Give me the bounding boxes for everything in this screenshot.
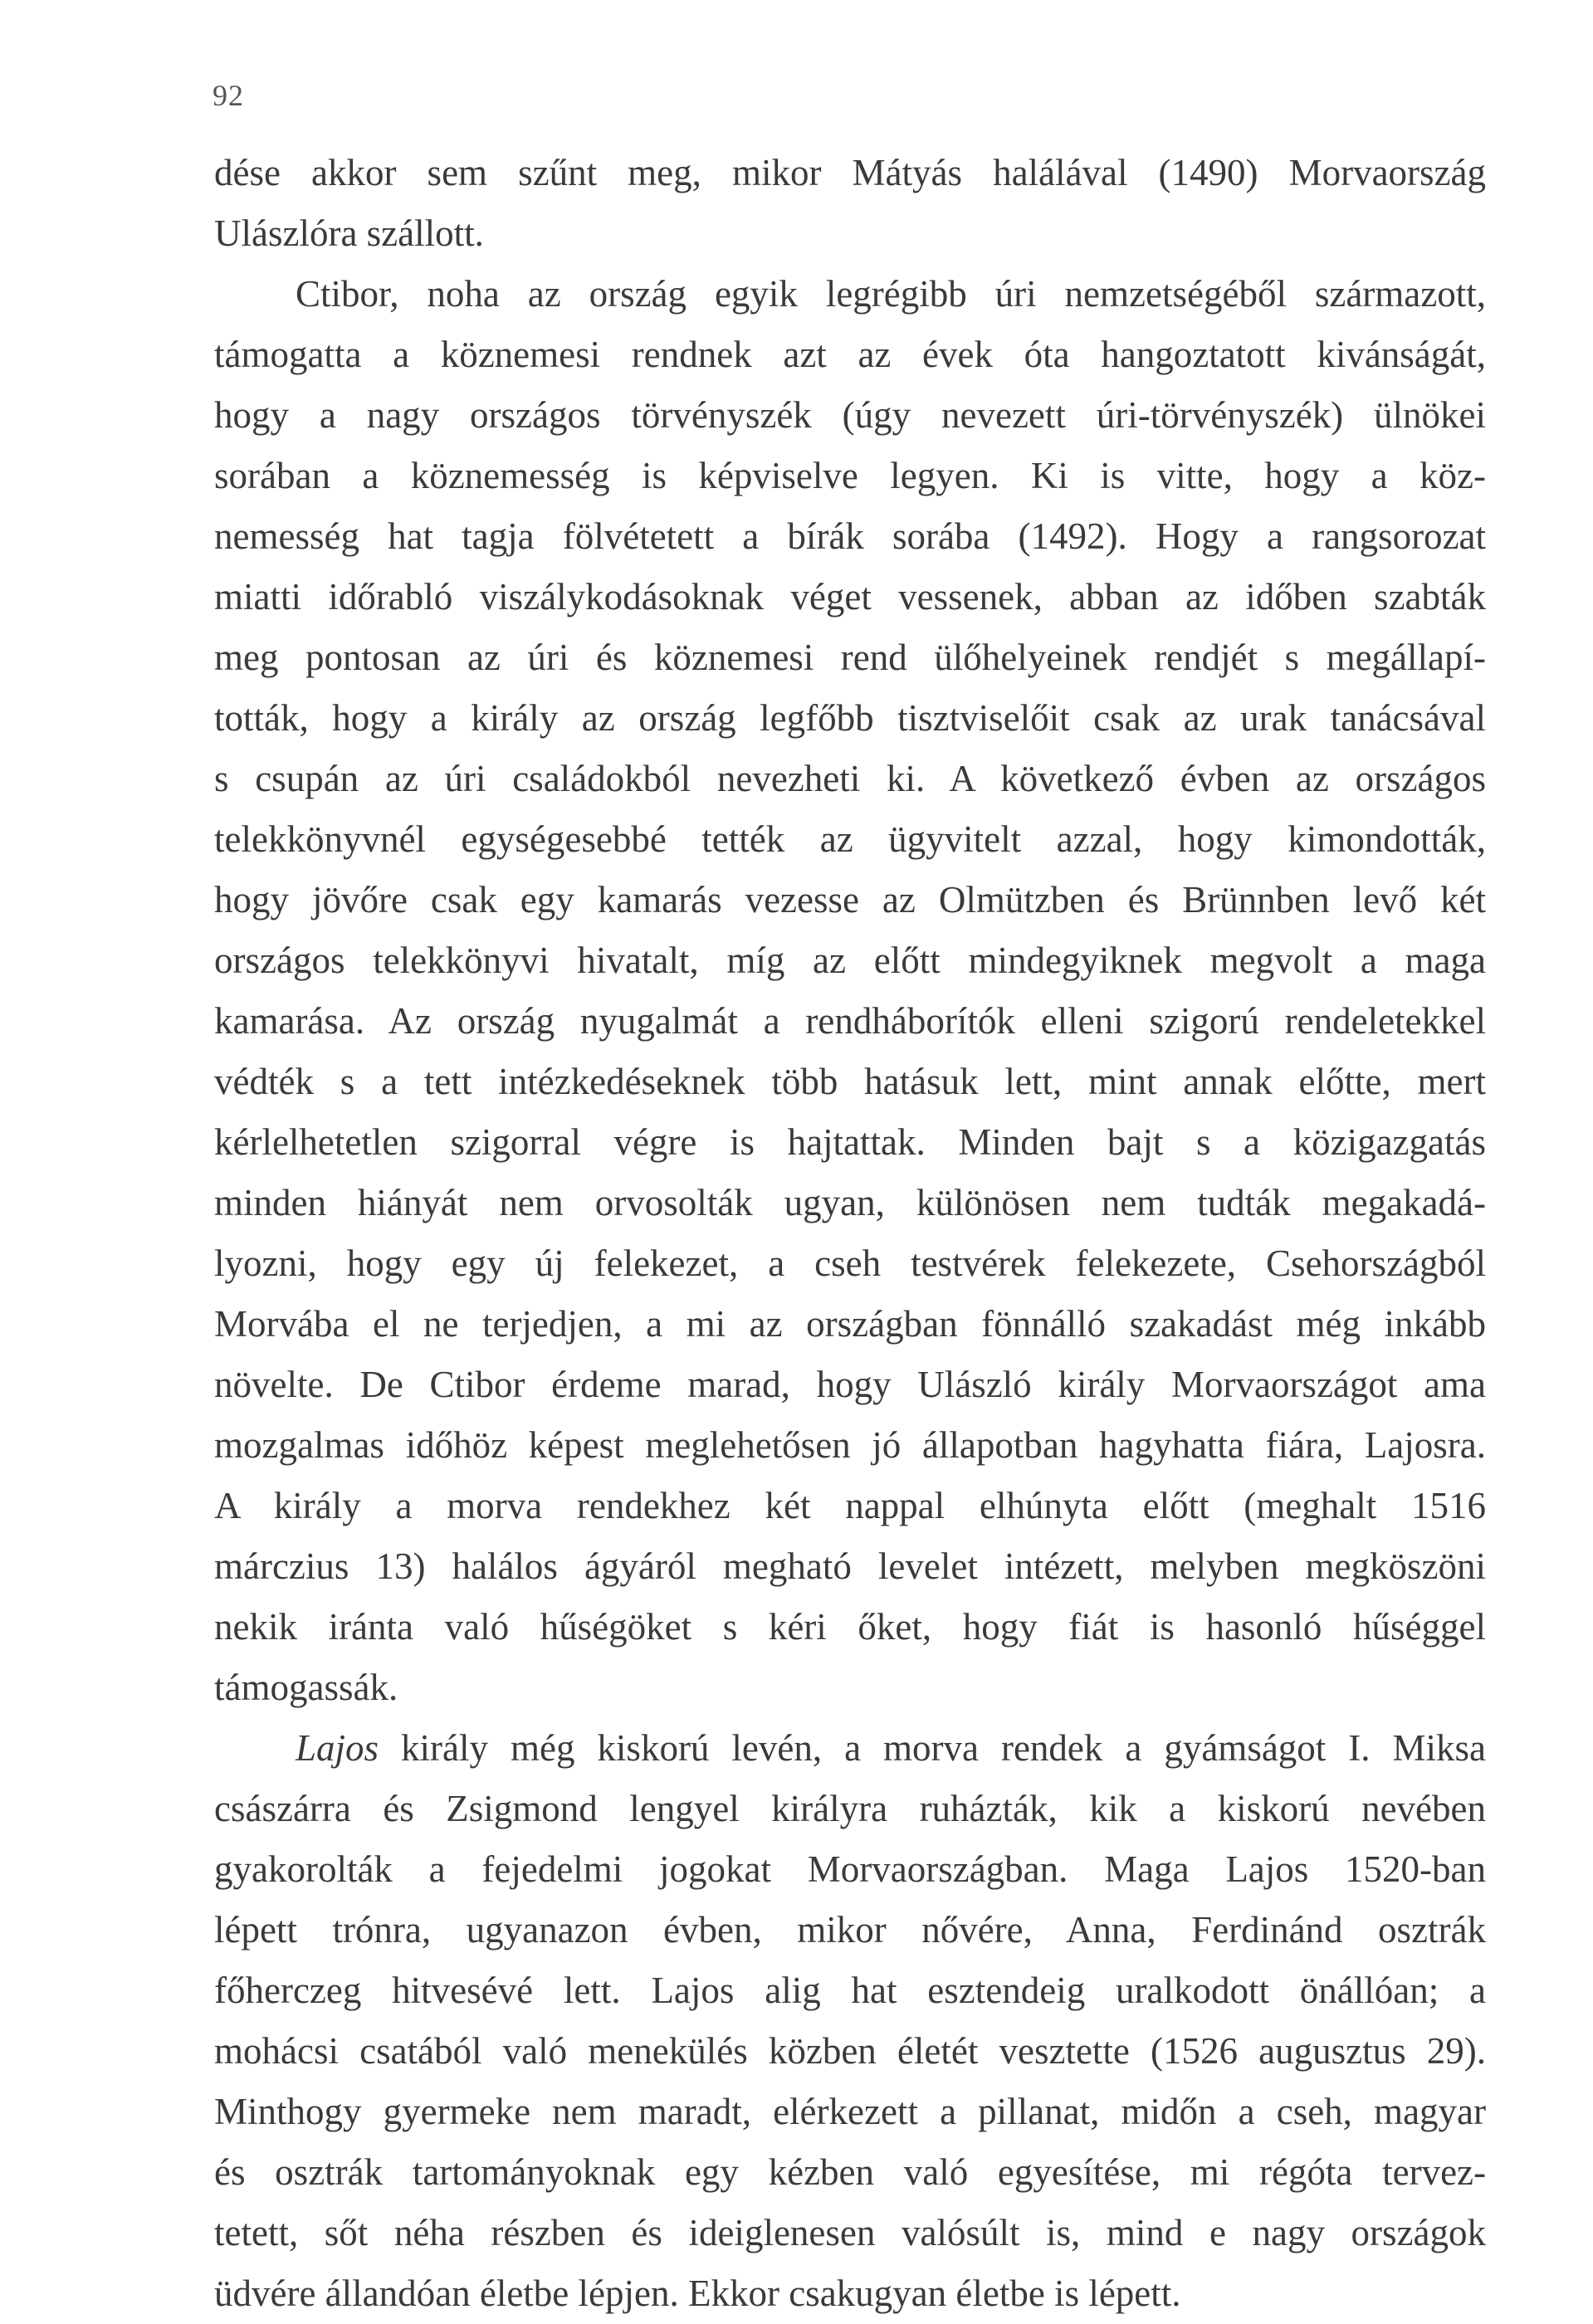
text-line: mozgalmas időhöz képest meglehetősen jó állapotban hagyhatta fiára, Lajosra.	[214, 1424, 1486, 1466]
text-line-with-italic	[214, 1718, 1486, 1779]
text-line: nemesség hat tagja fölvétetett a bírák sorába (1492). Hogy a rangsorozat	[214, 515, 1486, 557]
text-line: sorában a köznemesség is képviselve legyen. Ki is vitte, hogy a köz-	[214, 455, 1486, 496]
text-line: Minthogy gyermeke nem maradt, elérkezett a pillanat, midőn a cseh, magyar	[214, 2091, 1486, 2132]
text-line: gyakorolták a fejedelmi jogokat Morvaországban. Maga Lajos 1520-ban	[214, 1848, 1486, 1890]
text-line-rest: király még kiskorú levén, a morva rendek a gyámságot I. Miksa	[401, 1727, 1486, 1769]
text-line: kamarása. Az ország nyugalmát a rendháborítók elleni szigorú rendeletekkel	[214, 1000, 1486, 1042]
text-line: császárra és Zsigmond lengyel királyra ruházták, kik a kiskorú nevében	[214, 1788, 1486, 1829]
text-line: tetett, sőt néha részben és ideiglenesen valósúlt is, mind e nagy országok	[214, 2212, 1486, 2253]
page-number: 92	[213, 79, 244, 112]
text-line: mohácsi csatából való menekülés közben életét vesztette (1526 augusztus 29).	[214, 2030, 1486, 2072]
text-line: telekkönyvnél egységesebbé tették az ügyvitelt azzal, hogy kimondották,	[214, 818, 1486, 860]
text-line: tották, hogy a király az ország legfőbb tisztviselőit csak az urak tanácsával	[214, 697, 1486, 739]
text-line: meg pontosan az úri és köznemesi rend ülőhelyeinek rendjét s megállapí-	[214, 637, 1486, 678]
text-line: minden hiányát nem orvosolták ugyan, különösen nem tudták megakadá-	[214, 1182, 1486, 1223]
body-text	[214, 143, 1486, 2324]
text-line: A király a morva rendekhez két nappal elhúnyta előtt (meghalt 1516	[214, 1485, 1486, 1526]
text-line: támogassák.	[214, 1667, 398, 1708]
text-line: lépett trónra, ugyanazon évben, mikor nővére, Anna, Ferdinánd osztrák	[214, 1909, 1486, 1950]
text-line: Ulászlóra szállott.	[214, 212, 484, 254]
text-line: hogy a nagy országos törvényszék (úgy nevezett úri-törvényszék) ülnökei	[214, 394, 1486, 436]
text-line: országos telekkönyvi hivatalt, míg az előtt mindegyiknek megvolt a maga	[214, 940, 1486, 981]
text-line: növelte. De Ctibor érdeme marad, hogy Ulászló király Morvaországot ama	[214, 1364, 1486, 1405]
text-line: márczius 13) halálos ágyáról megható levelet intézett, melyben megköszöni	[214, 1545, 1486, 1587]
text-line: hogy jövőre csak egy kamarás vezesse az Olmützben és Brünnben levő két	[214, 879, 1486, 920]
italic-name-lajos: Lajos	[296, 1727, 379, 1769]
text-line: dése akkor sem szűnt meg, mikor Mátyás halálával (1490) Morvaország	[214, 152, 1486, 193]
text-line: Ctibor, noha az ország egyik legrégibb úri nemzetségéből származott,	[296, 273, 1486, 315]
text-line: támogatta a köznemesi rendnek azt az évek óta hangoztatott kivánságát,	[214, 334, 1486, 375]
text-line: nekik iránta való hűségöket s kéri őket, hogy fiát is hasonló hűséggel	[214, 1606, 1486, 1648]
text-line: védték s a tett intézkedéseknek több hatásuk lett, mint annak előtte, mert	[214, 1061, 1486, 1102]
text-line: lyozni, hogy egy új felekezet, a cseh testvérek felekezete, Csehországból	[214, 1243, 1486, 1284]
text-line: kérlelhetetlen szigorral végre is hajtattak. Minden bajt s a közigazgatás	[214, 1121, 1486, 1163]
text-line: üdvére állandóan életbe lépjen. Ekkor csakugyan életbe is lépett.	[214, 2273, 1181, 2314]
text-line: Morvába el ne terjedjen, a mi az országban fönnálló szakadást még inkább	[214, 1303, 1486, 1345]
text-line: és osztrák tartományoknak egy kézben való egyesítése, mi régóta tervez-	[214, 2151, 1486, 2193]
text-line: s csupán az úri családokból nevezheti ki. A következő évben az országos	[214, 758, 1486, 799]
text-line: főherczeg hitvesévé lett. Lajos alig hat esztendeig uralkodott önállóan; a	[214, 1970, 1486, 2011]
text-line: miatti időrabló viszálykodásoknak véget vessenek, abban az időben szabták	[214, 576, 1486, 618]
